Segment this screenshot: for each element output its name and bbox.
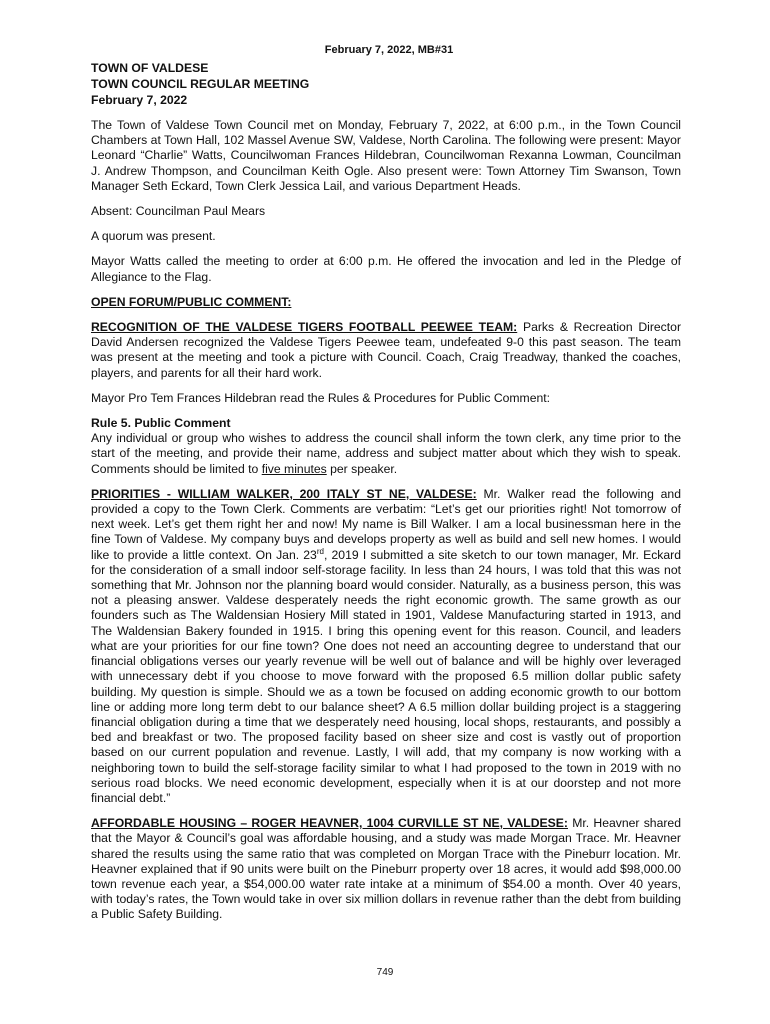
title-line-town: TOWN OF VALDESE xyxy=(91,61,209,75)
open-forum-heading: OPEN FORUM/PUBLIC COMMENT: xyxy=(91,294,292,309)
running-head: February 7, 2022, MB#31 xyxy=(324,44,454,56)
rules-read-paragraph: Mayor Pro Tem Frances Hildebran read the Rules & Procedures for Public Comment: xyxy=(91,390,551,405)
priorities-text-a: Mr. Walker read the following and provided a copy to the Town Clerk. Comments are verbatim: “Let’s get our priorities right! Not tomorrow of next week. Let’s get them right her and now! My name is Bill Walker. I am a local businessman here in the fine Town of Valdese. My company buys and develops property as well as build and sell new homes. I would like to provide a little context. On Jan. 23 xyxy=(91,486,681,562)
title-line-date: February 7, 2022 xyxy=(91,93,188,107)
call-to-order-paragraph: Mayor Watts called the meeting to order at 6:00 p.m. He offered the invocation and led in the Pledge of Allegiance to the Flag. xyxy=(91,254,681,284)
recognition-text: Parks & Recreation Director David Andersen recognized the Valdese Tigers Peewee team, undefeated 9-0 this past season. The team was present at the meeting and took a picture with Council. Coach, Craig Treadway, thanked the coaches, players, and parents for all their hard work. xyxy=(91,320,682,380)
rule-5-title: Rule 5. Public Comment xyxy=(91,416,231,431)
priorities-text-b: , 2019 I submitted a site sketch to our town manager, Mr. Eckard for the consideration of a small indoor self-storage facility. In less than 24 hours, I was told that this was not something that Mr. Johnson nor the planning board would consider. Naturally, as a business person, this was not a pleasing answer. Valdese desperately needs the right economic growth. The same growth as our founders such as The Waldensian Hosiery Mill stated in 1901, Valdese Manufacturing started in 1913, and The Waldensian Bakery founded in 1915. I bring this opening event for this reason. Council, and leaders what are your priorities for our fine town? One does not need an accounting degree to understand that our financial obligations verses our yearly revenue will be well out of balance and will be highly over leveraged with unnecessary debt if you choose to move forward with the proposed 6.5 million dollar public safety building. My question is simple. Should we as a town be focused on adding economic growth to our bottom line or adding more long term debt to our balance sheet? A 6.5 million dollar building project is a staggering financial obligation during a time that we desperately need housing, local shops, restaurants, and possibly a bed and breakfast or two. The proposed facility based on sheer size and cost is vastly out of proportion based on our current population and revenue. Lastly, I will add, that my company is now working with a neighboring town to build the self-storage facility similar to what I had proposed to the town in 2019 with no serious road blocks. We need economic development, especially when it is at our doorstep and not more financial debt.” xyxy=(91,547,681,805)
document-title xyxy=(91,60,681,108)
page-number: 749 xyxy=(376,967,394,978)
priorities-paragraph xyxy=(91,487,681,806)
rule-5-time-limit: five minutes xyxy=(261,461,327,476)
rule-5-text-b: per speaker. xyxy=(326,461,398,476)
rule-5-text-a: Any individual or group who wishes to address the council shall inform the town clerk, any time prior to the start of the meeting, and provide their name, address and subject matter about which they wish to speak. Comments should be limited to xyxy=(91,431,681,476)
housing-heading: AFFORDABLE HOUSING – ROGER HEAVNER, 1004 CURVILLE ST NE, VALDESE: xyxy=(91,816,568,831)
quorum-paragraph: A quorum was present. xyxy=(91,229,216,244)
housing-text: Mr. Heavner shared that the Mayor & Council’s goal was affordable housing, and a study was made Morgan Trace. Mr. Heavner shared the results using the same ratio that was completed on Morgan Trace with the Pineburr location. Mr. Heavner explained that if 90 units were built on the Pineburr property over 18 acres, it would add $98,000.00 town revenue each year, a $54,000.00 water rate intake at a minimum of $54.00 a month. Over 40 years, with today’s rates, the Town would take in over six million dollars in revenue rather than the debt from building a Public Safety Building. xyxy=(91,816,681,922)
housing-paragraph xyxy=(91,816,681,922)
absent-paragraph: Absent: Councilman Paul Mears xyxy=(91,204,266,219)
intro-paragraph: The Town of Valdese Town Council met on Monday, February 7, 2022, at 6:00 p.m., in the Town Council Chambers at Town Hall, 102 Massel Avenue SW, Valdese, North Carolina. The following were present: Mayor Leonard “Charlie” Watts, Councilwoman Frances Hildebran, Councilwoman Rexanna Lowman, Councilman J. Andrew Thompson, and Councilman Keith Ogle. Also present were: Town Attorney Tim Swanson, Town Manager Seth Eckard, Town Clerk Jessica Lail, and various Department Heads. xyxy=(91,118,681,193)
rule-5-paragraph xyxy=(91,416,681,477)
ordinal-superscript: rd xyxy=(316,546,324,556)
priorities-heading: PRIORITIES - WILLIAM WALKER, 200 ITALY ST NE, VALDESE: xyxy=(91,486,477,501)
recognition-heading: RECOGNITION OF THE VALDESE TIGERS FOOTBALL PEEWEE TEAM: xyxy=(91,320,518,335)
recognition-paragraph xyxy=(91,320,681,381)
minutes-page xyxy=(91,44,681,933)
title-line-meeting: TOWN COUNCIL REGULAR MEETING xyxy=(91,77,310,91)
